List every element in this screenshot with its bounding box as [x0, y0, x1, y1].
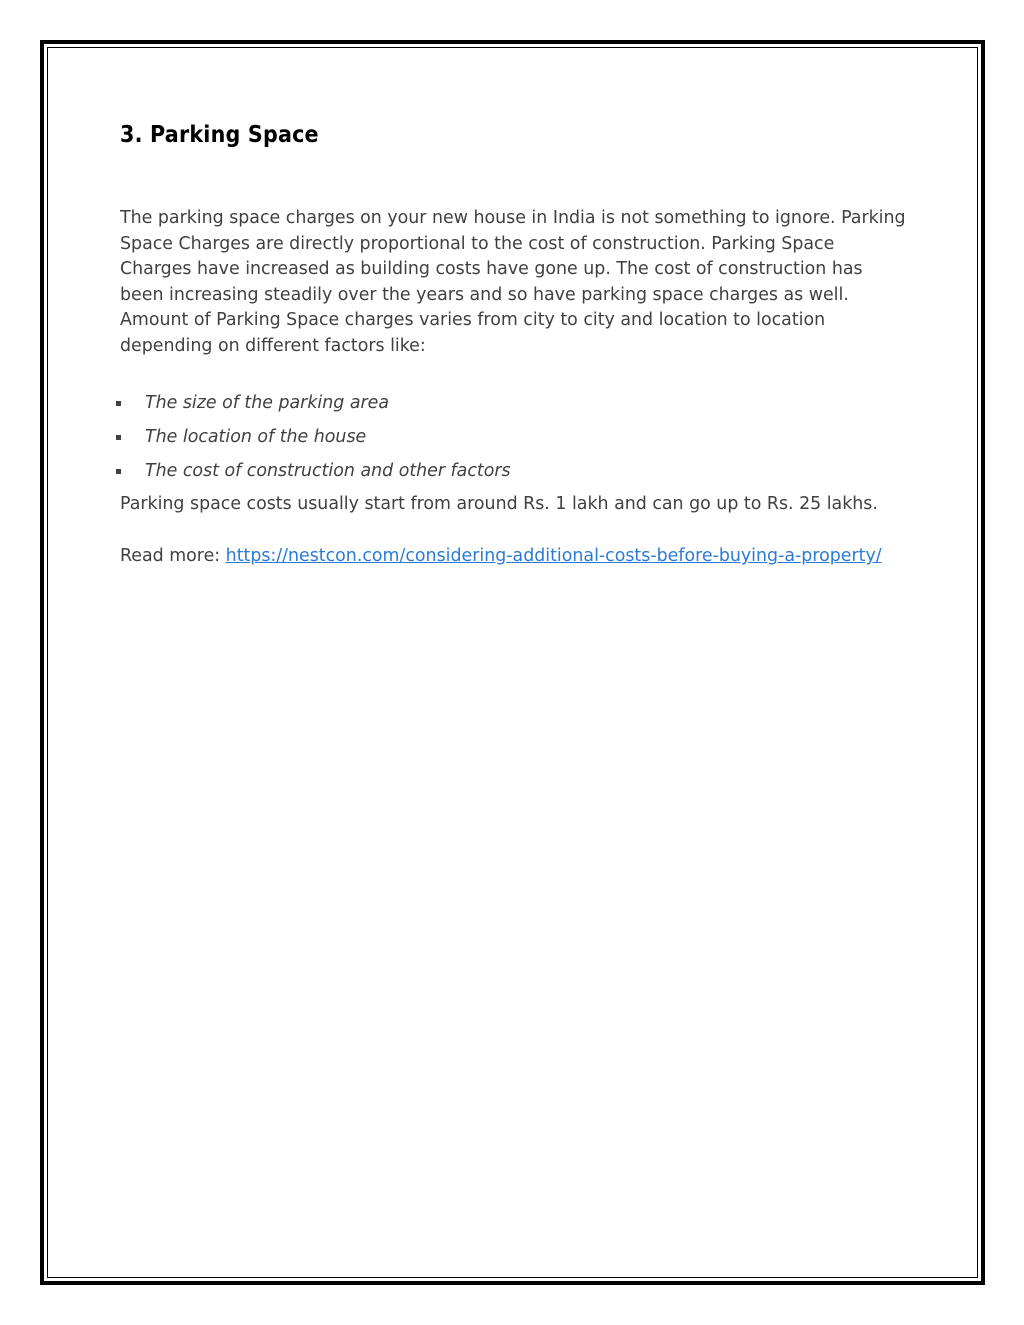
factors-list	[120, 386, 910, 488]
read-more-line	[120, 544, 910, 570]
list-item-text: The location of the house	[145, 426, 367, 447]
document-content	[120, 118, 910, 570]
read-more-link[interactable]: https://nestcon.com/considering-additional-costs-before-buying-a-property/	[225, 546, 882, 567]
square-bullet-icon	[116, 469, 121, 474]
section-heading: 3. Parking Space	[120, 122, 319, 148]
square-bullet-icon	[116, 435, 121, 440]
list-item	[120, 386, 910, 420]
cost-paragraph: Parking space costs usually start from around Rs. 1 lakh and can go up to Rs. 25 lakhs.	[120, 493, 878, 514]
read-more-label: Read more:	[120, 546, 226, 567]
intro-paragraph: The parking space charges on your new house in India is not something to ignore. Parking Space Charges are directly proportional to the cost of construction. Parking Space Charges have increased as building costs have gone up. The cost of construction has been increasing steadily over the years and so have parking space charges as well. Amount of Parking Space charges varies from city to city and location to location depending on different factors like:	[120, 208, 906, 356]
list-item	[120, 454, 910, 488]
square-bullet-icon	[116, 401, 121, 406]
list-item-text: The cost of construction and other factors	[145, 460, 511, 481]
list-item-text: The size of the parking area	[145, 392, 389, 413]
list-item	[120, 420, 910, 454]
